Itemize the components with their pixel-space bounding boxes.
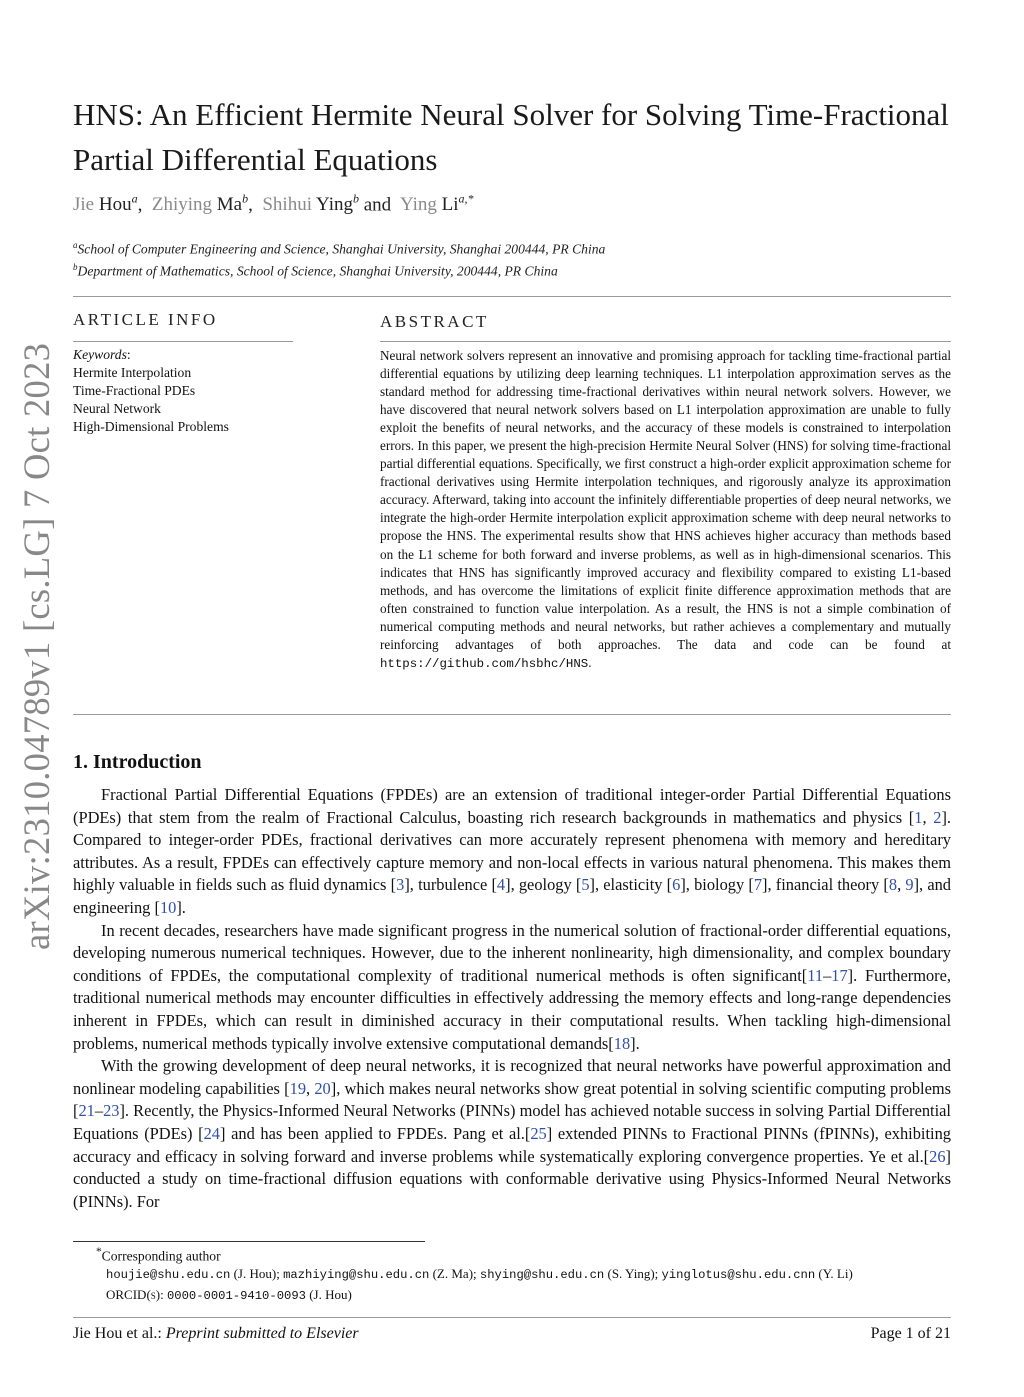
- footnote-emails: houjie@shu.edu.cn (J. Hou); mazhiying@shu.edu.cn (Z. Ma); shying@shu.edu.cn (S. Ying); yinglotus@shu.edu.cnn (Y. Li) ORCID(s): 0000-0001-9410-0093 (J. Hou): [106, 1264, 853, 1306]
- citation-link[interactable]: 2: [933, 807, 942, 827]
- citation-link[interactable]: 5: [581, 875, 590, 895]
- citation-link[interactable]: 19: [289, 1078, 307, 1098]
- author-and: and: [363, 194, 392, 216]
- citation-link[interactable]: 4: [496, 875, 506, 895]
- author-list: Jie Hou$^a$, Zhiying Ma$^b$, Shihui Ying$^b$ and Ying $Li^{a,*}$: [73, 192, 474, 216]
- author-1[interactable]: Jie Hou$^a$: [73, 192, 138, 216]
- citation-link[interactable]: 6: [672, 875, 681, 895]
- body-text: ], financial theory [: [762, 875, 889, 895]
- body-text: With the growing development of deep neural networks, it is recognized that neural networks have powerful approximation and nonlinear modeling capabilities [: [73, 1056, 951, 1098]
- intro-body: [73, 784, 951, 1213]
- keyword: Time-Fractional PDEs: [73, 383, 196, 398]
- body-text: ] extended PINNs to Fractional PINNs (fPINNs), exhibiting accuracy and efficacy in solving forward and inverse problems while systematically exploring convergence properties. Ye et al.[: [73, 1123, 951, 1166]
- author-4[interactable]: Ying $Li^{a,*}$: [399, 192, 474, 216]
- footnote-rule: [73, 1241, 425, 1242]
- abstract-text: Neural network solvers represent an innovative and promising approach for tackling time-fractional partial differential equations by utilizing deep learning techniques. L1 interpolation approximation serves as the standard method for addressing time-fractional derivatives within neural network solvers. However, we have discovered that neural network solvers based on L1 interpolation approximation are unable to fully exploit the benefits of neural networks, and the accuracy of these models is constrained to interpolation errors. In this paper, we present the high-precision Hermite Neural Solver (HNS) for solving time-fractional partial differential equations. Specifically, we first construct a high-order explicit approximation scheme for fractional derivatives using Hermite interpolation techniques, and rigorously analyze its approximation accuracy. Afterward, taking into account the infinitely differentiable properties of deep neural networks, we integrate the high-order Hermite interpolation explicit approximation scheme with deep neural networks to propose the HNS. The experimental results show that HNS achieves higher accuracy than methods based on the L1 scheme for both forward and inverse problems, as well as in high-dimensional scenarios. This indicates that HNS has significantly improved accuracy and flexibility compared to existing L1-based methods, and has overcome the limitations of explicit finite difference approximation methods that are often constrained to function value interpolation. As a result, the HNS is not a simple combination of numerical computing methods and neural networks, but rather achieves a complementary and mutually reinforcing advantages of both approaches. The data and code can be found at https://github.com/hsbhc/HNS.: [380, 348, 951, 671]
- citation-link[interactable]: 7: [753, 875, 763, 895]
- code-link[interactable]: https://github.com/hsbhc/HNS: [380, 656, 589, 671]
- body-text: ], which makes neural networks show great potential in solving scientific computing problems [: [73, 1078, 952, 1121]
- paragraph: [73, 784, 951, 920]
- body-text: ,: [922, 807, 934, 827]
- email-link[interactable]: mazhiying@shu.edu.cn: [283, 1268, 430, 1282]
- affiliation-a: $^a$School of Computer Engineering and Science, Shanghai University, Shanghai 200444, PR China: [73, 240, 606, 257]
- body-text: ]. Furthermore, traditional numerical methods may encounter difficulties in effectively addressing the memory effects and long-range dependencies inherent in FPDEs, which can result in diminished accuracy in their computational results. When tackling high-dimensional problems, numerical methods typically involve extensive computational demands[: [73, 965, 951, 1053]
- keyword: Neural Network: [73, 401, 161, 416]
- body-text: ] and has been applied to FPDEs. Pang et al.[: [219, 1123, 531, 1143]
- affiliation-b: $^b$Department of Mathematics, School of Science, Shanghai University, 200444, PR China: [73, 262, 558, 279]
- body-text: ], biology [: [680, 875, 754, 895]
- keyword: High-Dimensional Problems: [73, 419, 229, 434]
- keywords-label: Keywords: [73, 347, 127, 362]
- keyword: Hermite Interpolation: [73, 365, 192, 380]
- orcid-line: ORCID(s): 0000-0001-9410-0093 (J. Hou): [106, 1287, 352, 1303]
- divider-mid: [73, 714, 951, 715]
- paragraph: [73, 920, 951, 1056]
- body-text: ], geology [: [505, 875, 582, 895]
- citation-link[interactable]: 9: [905, 875, 914, 895]
- body-text: ], and engineering [: [73, 875, 951, 917]
- footnote-corresponding: *Corresponding author: [96, 1246, 221, 1264]
- abstract-heading: ABSTRACT: [380, 312, 489, 331]
- citation-link[interactable]: 23: [103, 1101, 120, 1121]
- body-text: ], elasticity [: [589, 875, 673, 895]
- email-link[interactable]: yinglotus@shu.edu.cnn: [661, 1268, 816, 1282]
- citation-link[interactable]: 10: [159, 897, 177, 917]
- body-text: ], turbulence [: [404, 875, 497, 895]
- citation-link[interactable]: 26: [929, 1146, 946, 1166]
- footer-left: Jie Hou et al.: Preprint submitted to Elsevier: [73, 1325, 359, 1342]
- citation-link[interactable]: 8: [888, 875, 898, 895]
- body-text: ]. Compared to integer-order PDEs, fractional derivatives can more accurately represent phenomena with memory and hereditary attributes. As a result, FPDEs can effectively capture memory and non-local effects in various natural phenomena. This makes them highly valuable in fields such as fluid dynamics [: [73, 807, 951, 895]
- article-info-rule: [73, 341, 293, 342]
- author-2[interactable]: Zhiying Ma$^b$: [151, 192, 249, 216]
- citation-link[interactable]: 11: [807, 965, 824, 985]
- body-text: ] conducted a study on time-fractional diffusion equations with conformable derivative using Physics-Informed Neural Networks (PINNs). For: [73, 1146, 951, 1211]
- divider-top: [73, 296, 951, 297]
- keywords-block: Keywords: Hermite Interpolation Time-Fractional PDEs Neural Network High-Dimensional Problems: [73, 346, 293, 436]
- footer-rule: [73, 1317, 951, 1318]
- orcid-link[interactable]: 0000-0001-9410-0093: [166, 1289, 306, 1303]
- author-3[interactable]: Shihui Ying$^b$: [262, 192, 359, 216]
- paper-title: HNS: An Efficient Hermite Neural Solver for Solving Time-Fractional Partial Differential Equations: [73, 97, 949, 177]
- email-link[interactable]: shying@shu.edu.cn: [479, 1268, 605, 1282]
- citation-link[interactable]: 1: [914, 807, 923, 827]
- citation-link[interactable]: 24: [203, 1123, 220, 1143]
- citation-link[interactable]: 3: [396, 875, 405, 895]
- body-text: Fractional Partial Differential Equations (FPDEs) are an extension of traditional integer-order Partial Differential Equations (PDEs) that stem from the realm of Fractional Calculus, boasting rich research backgrounds in mathematics and physics [: [73, 785, 951, 827]
- section-heading: 1. Introduction: [73, 751, 202, 773]
- body-text: –: [823, 965, 832, 985]
- arxiv-stamp: arXiv:2310.04789v1 [cs.LG] 7 Oct 2023: [16, 342, 57, 950]
- body-text: ].: [176, 897, 186, 917]
- citation-link[interactable]: 18: [613, 1033, 631, 1053]
- citation-link[interactable]: 20: [314, 1078, 331, 1098]
- article-info-heading: ARTICLE INFO: [73, 310, 218, 329]
- abstract-rule: [380, 341, 951, 342]
- body-text: –: [94, 1101, 104, 1121]
- body-text: In recent decades, researchers have made significant progress in the numerical solution of fractional-order differential equations, developing numerous numerical techniques. However, due to the inherent nonlinearity, high dimensionality, and complex boundary conditions of FPDEs, the computational complexity of traditional numerical methods is often significant[: [73, 920, 951, 985]
- citation-link[interactable]: 25: [530, 1123, 547, 1143]
- paragraph: [73, 1055, 951, 1213]
- body-text: ,: [897, 875, 906, 895]
- page-number: Page 1 of 21: [870, 1325, 951, 1342]
- citation-link[interactable]: 17: [831, 965, 848, 985]
- body-text: ].: [630, 1033, 640, 1053]
- body-text: ]. Recently, the Physics-Informed Neural Networks (PINNs) model has achieved notable success in solving Partial Differential Equations (PDEs) [: [73, 1101, 951, 1143]
- email-link[interactable]: houjie@shu.edu.cn: [106, 1268, 231, 1282]
- body-text: ,: [306, 1078, 315, 1098]
- citation-link[interactable]: 21: [78, 1101, 95, 1121]
